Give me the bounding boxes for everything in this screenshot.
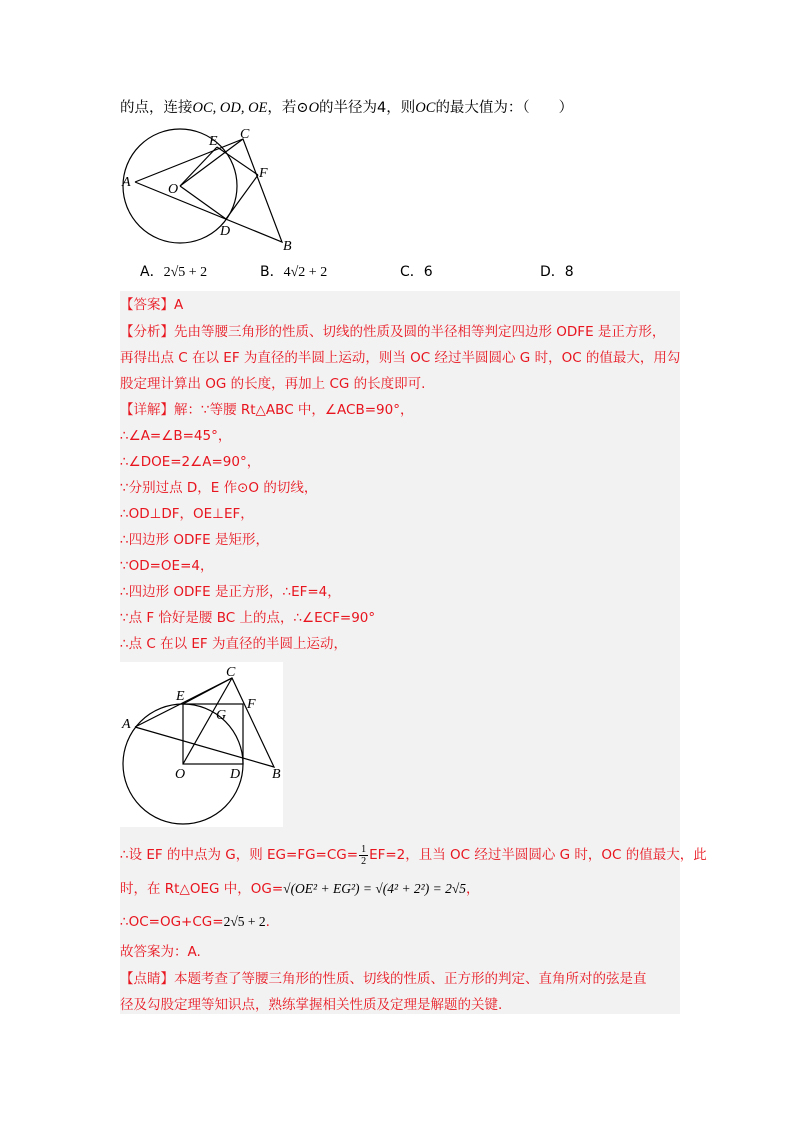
label2-o: O	[175, 767, 186, 782]
after-line-3	[120, 912, 270, 932]
step-7: ∵OD=OE=4，	[120, 558, 214, 574]
segment-df	[226, 175, 258, 219]
label2-g: G	[216, 708, 227, 723]
og-expression: √(OE² + EG²) = √(4² + 2²) = 2√5	[283, 881, 466, 896]
choices	[120, 261, 680, 283]
detail-tag: 【详解】	[120, 402, 174, 418]
choice-b-letter: B．	[260, 264, 284, 280]
label-o: O	[168, 182, 179, 197]
after-1a: ∴设 EF 的中点为 G，则 EG=FG=CG=	[120, 847, 359, 863]
question-suffix: 的最大值为：（ ）	[435, 100, 574, 116]
label-d: D	[220, 224, 231, 239]
answer-tag: 【答案】	[120, 297, 174, 313]
step-2: ∴∠A=∠B=45°，	[120, 428, 232, 444]
after-2a: 时，在 Rt△OEG 中，OG=	[120, 881, 284, 897]
choice-c-letter: C．	[400, 264, 424, 280]
geometry-figure-2	[120, 662, 283, 827]
frac-den: 2	[361, 855, 367, 867]
after-2b: ，	[466, 881, 480, 897]
after-1b: EF=2，且当 OC 经过半圆圆心 G 时，OC 的值最大，此	[369, 847, 707, 863]
step-3: ∴∠DOE=2∠A=90°，	[120, 454, 261, 470]
step-10: ∴点 C 在以 EF 为直径的半圆上运动，	[120, 636, 347, 652]
analysis-tag: 【分析】	[120, 324, 174, 340]
step-4: ∵分别过点 D，E 作⊙O 的切线，	[120, 480, 318, 496]
label-c: C	[240, 127, 250, 142]
oc-expression: 2√5 + 2	[223, 914, 266, 929]
question-mid1: ，若	[267, 100, 297, 116]
comment-line-1	[120, 969, 647, 989]
label2-e: E	[176, 689, 185, 704]
label-f: F	[259, 166, 268, 181]
choice-a[interactable]	[140, 261, 207, 281]
choice-b[interactable]	[260, 261, 327, 281]
choice-a-expr: 2√5 + 2	[163, 265, 208, 280]
choice-d[interactable]	[540, 261, 574, 281]
after-3a: ∴OC=OG+CG=	[120, 914, 224, 930]
answer-value: A	[174, 297, 184, 313]
step-9: ∵点 F 恰好是腰 BC 上的点，∴∠ECF=90°	[120, 610, 376, 626]
choice-d-letter: D．	[540, 264, 565, 280]
choice-b-expr: 4√2 + 2	[283, 265, 328, 280]
analysis-line-3: 股定理计算出 OG 的长度，再加上 CG 的长度即可.	[120, 376, 426, 392]
question-line	[120, 98, 573, 118]
segment-od	[180, 186, 226, 219]
label2-f: F	[247, 697, 256, 712]
question-mid2: 的半径为4，则	[319, 100, 416, 116]
answer-line	[120, 295, 183, 315]
comment-line-2: 径及勾股定理等知识点，熟练掌握相关性质及定理是解题的关键.	[120, 997, 503, 1013]
frac-num: 1	[361, 843, 367, 855]
choice-a-letter: A．	[140, 264, 164, 280]
geometry-figure-1	[120, 126, 300, 256]
label2-a: A	[122, 717, 131, 732]
label2-c: C	[226, 665, 236, 680]
analysis-line-1	[120, 322, 665, 342]
triangle-abc-2	[135, 678, 274, 767]
after-line-2	[120, 879, 480, 899]
question-vars: OC, OD, OE	[192, 100, 268, 116]
label2-d: D	[230, 767, 241, 782]
analysis-text-1: 先由等腰三角形的性质、切线的性质及圆的半径相等判定四边形 ODFE 是正方形，	[174, 324, 666, 340]
after-line-1	[120, 843, 707, 867]
detail-line-1	[120, 400, 413, 420]
question-oc: OC	[415, 100, 436, 116]
label-a: A	[122, 175, 131, 190]
choice-c[interactable]	[400, 261, 433, 281]
comment-text-1: 本题考查了等腰三角形的性质、切线的性质、正方形的判定、直角所对的弦是直	[174, 971, 647, 987]
label2-b: B	[272, 767, 281, 782]
step-6: ∴四边形 ODFE 是矩形，	[120, 532, 269, 548]
triangle-abc	[135, 139, 282, 242]
after-3b: .	[265, 914, 270, 930]
fraction-half	[359, 844, 368, 867]
choice-d-expr: 8	[564, 264, 574, 280]
conclusion-line: 故答案为：A.	[120, 944, 201, 960]
step-8: ∴四边形 ODFE 是正方形，∴EF=4，	[120, 584, 341, 600]
label-b: B	[283, 239, 292, 254]
question-circle: ⊙O	[296, 100, 320, 116]
question-prefix: 的点，连接	[120, 100, 193, 116]
comment-tag: 【点睛】	[120, 971, 174, 987]
choice-c-expr: 6	[423, 264, 433, 280]
step-5: ∴OD⊥DF，OE⊥EF，	[120, 506, 254, 522]
solution-box	[120, 291, 707, 1014]
analysis-line-2: 再得出点 C 在以 EF 为直径的半圆上运动，则当 OC 经过半圆圆心 G 时，OC 的值最大，用勾	[120, 350, 681, 366]
label-e: E	[209, 134, 218, 149]
segment-oe	[180, 147, 217, 186]
step-1: 解：∵等腰 Rt△ABC 中，∠ACB=90°，	[174, 402, 414, 418]
